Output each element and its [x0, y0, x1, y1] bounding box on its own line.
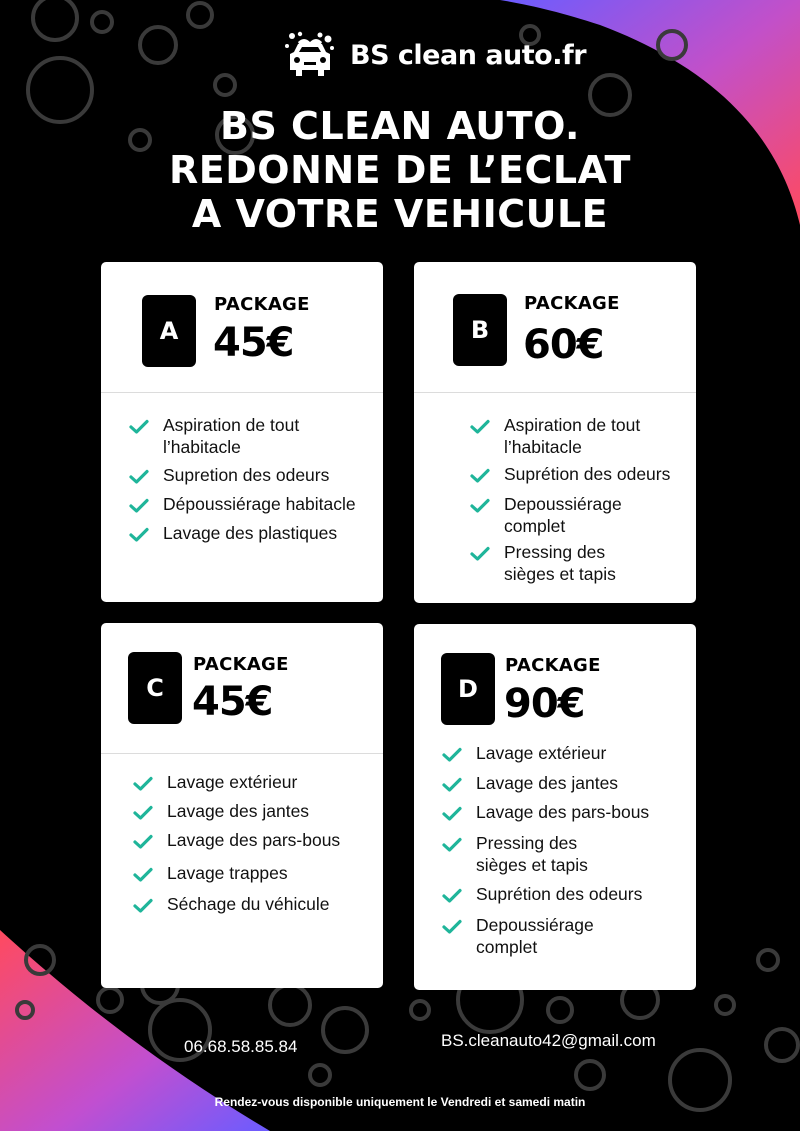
feature-text: Lavage des jantes: [476, 773, 619, 793]
brand-name: BS clean auto.fr: [350, 39, 587, 71]
feature-text: Lavage des pars-bous: [476, 802, 650, 822]
feature-text: Lavage trappes: [167, 863, 288, 883]
check-icon: [133, 834, 153, 850]
brand-logo: [282, 30, 586, 80]
feature-item: [470, 493, 622, 537]
package-price: 45€: [192, 679, 273, 725]
package-price: 45€: [213, 320, 294, 366]
phone-number[interactable]: 06.68.58.85.84: [184, 1037, 298, 1056]
feature-text: Séchage du véhicule: [167, 894, 330, 914]
feature-text: Pressing des sièges et tapis: [476, 833, 588, 875]
package-price: 90€: [504, 681, 585, 727]
headline-line-3: A VOTRE VEHICULE: [191, 192, 609, 236]
feature-text: Suprétion des odeurs: [504, 464, 671, 484]
package-letter-badge: D: [441, 653, 495, 725]
feature-text: Aspiration de tout l’habitacle: [504, 415, 641, 457]
feature-text: Lavage extérieur: [167, 772, 298, 792]
car-wash-icon: [282, 30, 338, 80]
feature-item: [442, 801, 649, 823]
check-icon: [442, 837, 462, 853]
availability-note: Rendez-vous disponible uniquement le Vendredi et samedi matin: [214, 1095, 586, 1109]
check-icon: [133, 898, 153, 914]
check-icon: [470, 468, 490, 484]
package-letter-badge: B: [453, 294, 507, 366]
package-header: [101, 623, 383, 754]
feature-item: [442, 772, 618, 794]
check-icon: [442, 747, 462, 763]
feature-item: [470, 463, 670, 485]
feature-text: Lavage des pars-bous: [167, 830, 341, 850]
package-card-d: [414, 624, 696, 990]
check-icon: [129, 469, 149, 485]
check-icon: [133, 805, 153, 821]
package-card-c: [101, 623, 383, 988]
headline-line-2: REDONNE DE L’ECLAT: [169, 148, 631, 192]
feature-item: [129, 522, 337, 544]
feature-item: [442, 832, 588, 876]
feature-item: [133, 829, 340, 851]
feature-item: [442, 883, 642, 905]
feature-item: [442, 914, 594, 958]
check-icon: [129, 498, 149, 514]
package-card-a: [101, 262, 383, 602]
check-icon: [470, 419, 490, 435]
check-icon: [442, 777, 462, 793]
feature-item: [129, 464, 329, 486]
package-label: PACKAGE: [193, 654, 289, 675]
package-label: PACKAGE: [214, 294, 310, 315]
feature-text: Lavage des plastiques: [163, 523, 338, 543]
check-icon: [470, 498, 490, 514]
check-icon: [133, 776, 153, 792]
feature-text: Depoussiérage complet: [504, 494, 622, 536]
package-label: PACKAGE: [524, 293, 620, 314]
check-icon: [470, 546, 490, 562]
headline: [0, 104, 800, 236]
package-price: 60€: [523, 322, 604, 368]
package-header: [414, 262, 696, 393]
check-icon: [129, 419, 149, 435]
package-header: [101, 262, 383, 393]
feature-text: Supretion des odeurs: [163, 465, 330, 485]
package-letter-badge: C: [128, 652, 182, 724]
feature-item: [129, 493, 356, 515]
feature-item: [133, 862, 288, 884]
feature-item: [129, 414, 299, 458]
check-icon: [442, 888, 462, 904]
feature-text: Suprétion des odeurs: [476, 884, 643, 904]
feature-item: [470, 541, 616, 585]
feature-item: [133, 800, 309, 822]
check-icon: [442, 919, 462, 935]
package-letter-badge: A: [142, 295, 196, 367]
feature-item: [470, 414, 640, 458]
feature-item: [133, 893, 329, 915]
headline-line-1: BS CLEAN AUTO.: [220, 104, 580, 148]
feature-item: [133, 771, 297, 793]
check-icon: [442, 806, 462, 822]
feature-text: Aspiration de tout l’habitacle: [163, 415, 300, 457]
feature-text: Dépoussiérage habitacle: [163, 494, 356, 514]
feature-text: Pressing des sièges et tapis: [504, 542, 616, 584]
package-card-b: [414, 262, 696, 603]
feature-text: Depoussiérage complet: [476, 915, 594, 957]
package-label: PACKAGE: [505, 655, 601, 676]
feature-text: Lavage des jantes: [167, 801, 310, 821]
feature-item: [442, 742, 606, 764]
feature-text: Lavage extérieur: [476, 743, 607, 763]
email-address[interactable]: BS.cleanauto42@gmail.com: [441, 1031, 656, 1050]
package-header: [414, 624, 696, 734]
check-icon: [129, 527, 149, 543]
check-icon: [133, 867, 153, 883]
